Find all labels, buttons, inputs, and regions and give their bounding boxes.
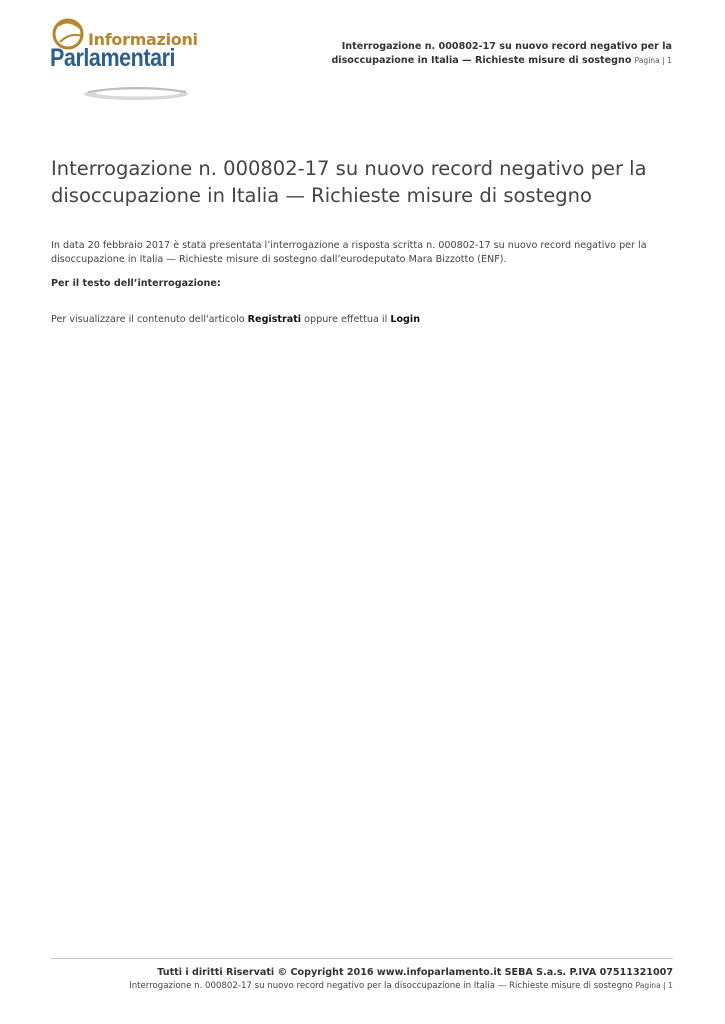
footer-doc-line	[129, 981, 673, 991]
footer-copyright: Tutti i diritti Riservati © Copyright 2016 www.infoparlamento.it SEBA S.a.s. P.IVA 07511321007	[157, 967, 673, 978]
login-link[interactable]: Login	[390, 314, 421, 325]
header-page-number: Pagina | 1	[634, 55, 672, 65]
access-middle: oppure effettua il	[304, 314, 388, 325]
register-link[interactable]: Registrati	[247, 314, 302, 325]
footer-divider	[51, 958, 673, 959]
site-logo	[48, 14, 198, 106]
section-subheading: Per il testo dell’interrogazione:	[51, 278, 221, 289]
page-title: Interrogazione n. 000802-17 su nuovo record negativo per la disoccupazione in Italia — Richieste misure di sostegno	[51, 157, 647, 207]
access-prefix: Per visualizzare il contenuto dell'articolo	[51, 314, 245, 325]
footer-doc-title: Interrogazione n. 000802-17 su nuovo record negativo per la disoccupazione in Italia — Richieste misure di sostegno	[129, 981, 633, 991]
logo-text-informazioni: Informazioni	[88, 30, 198, 49]
page-header	[312, 40, 672, 67]
footer-page-number: Pagina | 1	[635, 981, 673, 990]
logo-text-parlamentari: Parlamentari	[50, 44, 176, 72]
intro-paragraph: In data 20 febbraio 2017 è stata presentata l’interrogazione a risposta scritta n. 000802-17 su nuovo record negativo per la disoccupazione in Italia — Richieste misure di sostegno dall’eurodeputato Mara Bizzotto (ENF).	[51, 240, 647, 265]
access-notice	[51, 314, 420, 325]
header-title: Interrogazione n. 000802-17 su nuovo record negativo per la disoccupazione in Italia — Richieste misure di sostegno	[331, 41, 672, 66]
